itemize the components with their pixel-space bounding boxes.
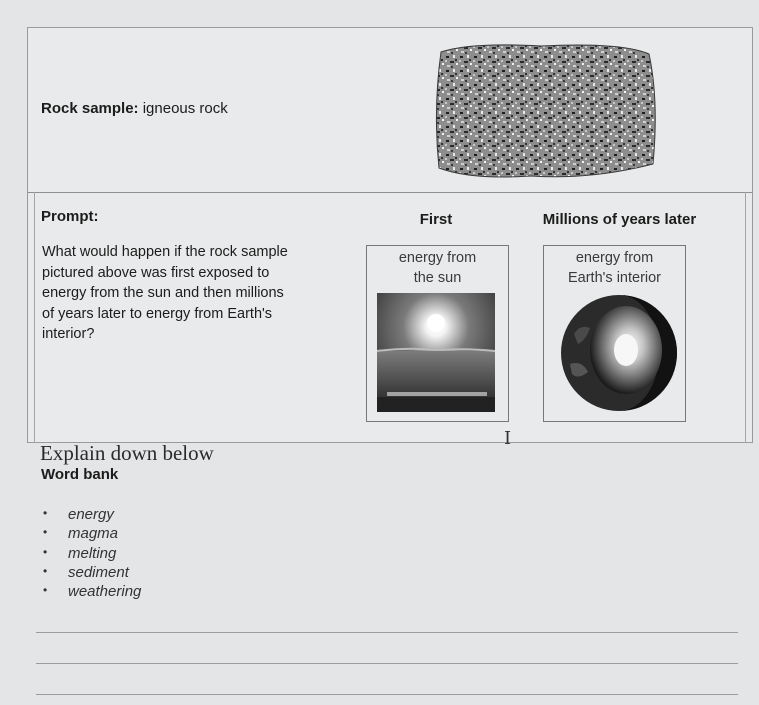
later-column-heading: Millions of years later (542, 211, 697, 228)
sun-caption-line1: energy from (398, 250, 477, 266)
prompt-question: What would happen if the rock sample pictured above was first exposed to energy from the sun and then millions of years later to energy from Earth's interior? (42, 244, 288, 342)
granite-rock-image (431, 40, 659, 182)
sun-over-water-image (377, 293, 495, 412)
answer-line-2[interactable] (36, 663, 738, 664)
sun-energy-caption (367, 248, 508, 288)
word-bank-item: • weathering (41, 583, 141, 602)
earth-interior-caption (544, 248, 685, 288)
answer-line-3[interactable] (36, 694, 738, 695)
first-column-heading: First (419, 211, 453, 228)
earth-interior-panel (543, 245, 686, 422)
rock-sample-row (28, 28, 752, 193)
rock-sample-type: igneous rock (138, 100, 228, 117)
rock-sample-label (41, 100, 228, 117)
earth-caption-line2: Earth's interior (567, 270, 662, 286)
sun-caption-line2: the sun (413, 270, 462, 286)
answer-line-1[interactable] (36, 632, 738, 633)
word-bank-item: • sediment (41, 564, 141, 583)
prompt-heading: Prompt: (41, 208, 99, 225)
earth-caption-line1: energy from (575, 250, 654, 266)
text-cursor-icon: I (504, 428, 512, 449)
word-bank-item: • energy (41, 506, 141, 525)
word-bank-item: • magma (41, 525, 141, 544)
explain-instruction: Explain down below (40, 441, 214, 465)
earth-cutaway-image (560, 294, 678, 412)
word-bank-heading: Word bank (41, 466, 119, 483)
word-bank-list (41, 506, 141, 602)
word-bank-item: • melting (41, 545, 141, 564)
sun-energy-panel (366, 245, 509, 422)
rock-sample-label-bold: Rock sample: (41, 100, 139, 117)
